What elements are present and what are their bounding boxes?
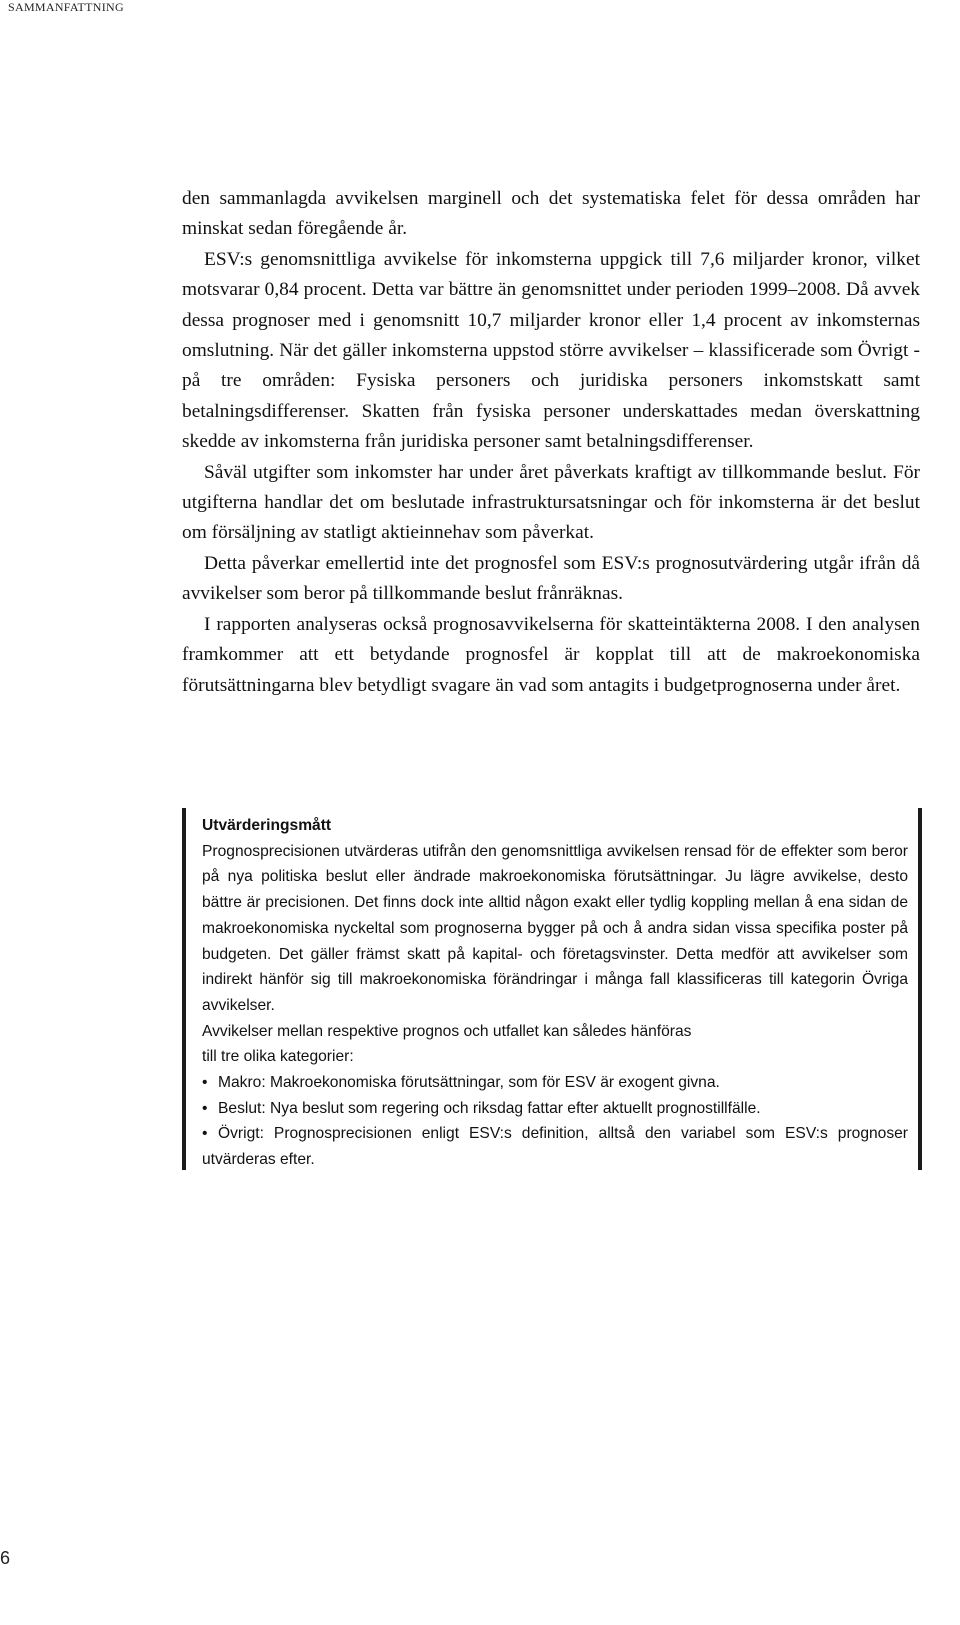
running-header: SAMMANFATTNING [8,0,124,14]
paragraph: den sammanlagda avvikelsen marginell och det systematiska felet för dessa områden har minskat sedan föregående år. [182,188,920,240]
category-item-beslut [202,1096,908,1122]
bullet-icon: • [202,1099,208,1117]
category-text: Makro: Makroekonomiska förutsättningar, som för ESV är exogent givna. [218,1074,720,1092]
paragraph: Såväl utgifter som inkomster har under året påverkats kraftigt av tillkommande beslut. För utgifterna handlar det om beslutade infrastruktursatsningar och för inkomsterna är det beslut om försäljning av statligt aktieinnehav som påverkat. [182,461,920,544]
page-number: 6 [0,1548,11,1568]
category-item-makro [202,1070,908,1096]
paragraph: ESV:s genomsnittliga avvikelse för inkomsterna uppgick till 7,6 miljarder kronor, vilket motsvarar 0,84 procent. Detta var bättre än genomsnittet under perioden 1999–2008. Då avvek dessa prognoser med i genomsnitt 10,7 miljarder kronor eller 1,4 procent av inkomsternas omslutning. När det gäller inkomsterna uppstod större avvikelser – klassificerade som Övrigt - på tre områden: Fysiska personers och juridiska personers inkomstskatt samt betalningsdifferenser. Skatten från fysiska personer underskattades medan överskattning skedde av inkomsterna från juridiska personer samt betalningsdifferenser. [182,248,920,453]
paragraph: I rapporten analyseras också prognosavvikelserna för skatteintäkterna 2008. I den analysen framkommer att ett betydande prognosfel är kopplat till att de makroekonomiska förutsättningarna blev betydligt svagare än vad som antagits i budgetprognoserna under året. [182,613,920,696]
category-text: Beslut: Nya beslut som regering och riksdag fattar efter aktuellt prognostillfälle. [218,1099,761,1117]
fact-box-left-rule [182,808,186,1170]
fact-box-intro: Prognosprecisionen utvärderas utifrån den genomsnittliga avvikelsen rensad för de effekter som beror på nya politiska beslut eller ändrade makroekonomiska förutsättningar. Ju lägre avvikelse, desto bättre är precisionen. Det finns dock inte alltid någon exakt eller tydlig koppling mellan å ena sidan de makroekonomiska nyckeltal som prognoserna bygger på och å andra sidan vissa specifika poster på budgeten. Det gäller främst skatt på kapital- och företagsvinster. Detta medför att avvikelser som indirekt hänför sig till makroekonomiska förändringar i många fall klassificeras till kategorin Övriga avvikelser. [202,842,908,1014]
fact-box-title: Utvärderingsmått [202,817,332,834]
category-item-ovrigt [202,1121,908,1172]
fact-box-line: till tre olika kategorier: [202,1048,354,1066]
paragraph: Detta påverkar emellertid inte det prognosfel som ESV:s prognosutvärdering utgår ifrån då avvikelser som beror på tillkommande beslut frånräknas. [182,552,920,605]
bullet-icon: • [202,1074,208,1092]
bullet-icon: • [202,1125,208,1143]
fact-box-line: Avvikelser mellan respektive prognos och utfallet kan således hänföras [202,1022,692,1040]
category-text: Övrigt: Prognosprecisionen enligt ESV:s definition, alltså den variabel som ESV:s prognoser utvärderas efter. [202,1125,908,1169]
fact-box-right-rule [918,808,922,1170]
main-text [182,184,920,701]
fact-box [182,808,922,1170]
category-list [202,1070,908,1173]
fact-box-content [202,813,908,1173]
